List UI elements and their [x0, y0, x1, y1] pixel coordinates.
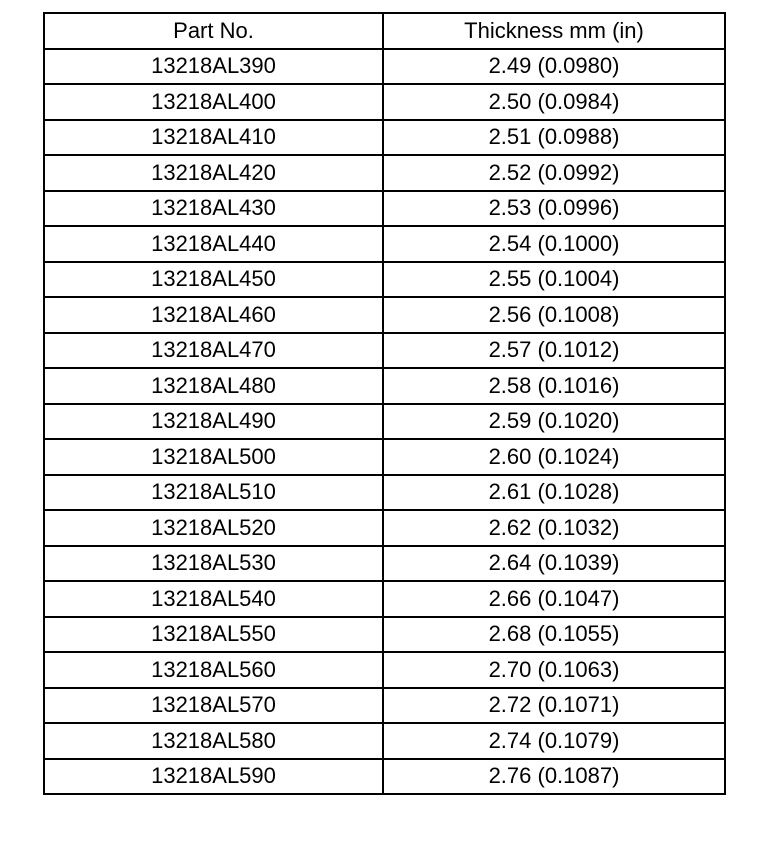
thickness-cell: 2.54 (0.1000) [383, 226, 725, 262]
thickness-cell: 2.62 (0.1032) [383, 510, 725, 546]
thickness-cell: 2.66 (0.1047) [383, 581, 725, 617]
table-row [44, 617, 725, 653]
header-thickness: Thickness mm (in) [383, 13, 725, 49]
thickness-cell: 2.52 (0.0992) [383, 155, 725, 191]
part-number-cell: 13218AL530 [44, 546, 383, 582]
thickness-cell: 2.68 (0.1055) [383, 617, 725, 653]
table-row [44, 652, 725, 688]
table-header-row [44, 13, 725, 49]
table-row [44, 155, 725, 191]
table-row [44, 333, 725, 369]
part-number-cell: 13218AL430 [44, 191, 383, 227]
thickness-cell: 2.55 (0.1004) [383, 262, 725, 298]
table-row [44, 84, 725, 120]
part-number-cell: 13218AL570 [44, 688, 383, 724]
part-thickness-table [43, 12, 726, 795]
table-row [44, 439, 725, 475]
part-number-cell: 13218AL440 [44, 226, 383, 262]
part-number-cell: 13218AL470 [44, 333, 383, 369]
table-row [44, 120, 725, 156]
part-number-cell: 13218AL390 [44, 49, 383, 85]
part-number-cell: 13218AL420 [44, 155, 383, 191]
thickness-cell: 2.61 (0.1028) [383, 475, 725, 511]
thickness-cell: 2.50 (0.0984) [383, 84, 725, 120]
thickness-cell: 2.70 (0.1063) [383, 652, 725, 688]
thickness-cell: 2.58 (0.1016) [383, 368, 725, 404]
table-row [44, 510, 725, 546]
thickness-cell: 2.51 (0.0988) [383, 120, 725, 156]
part-number-cell: 13218AL580 [44, 723, 383, 759]
table-row [44, 688, 725, 724]
table-body [44, 49, 725, 795]
table-row [44, 191, 725, 227]
thickness-cell: 2.76 (0.1087) [383, 759, 725, 795]
part-number-cell: 13218AL450 [44, 262, 383, 298]
table-row [44, 297, 725, 333]
table-row [44, 368, 725, 404]
part-number-cell: 13218AL480 [44, 368, 383, 404]
table-row [44, 49, 725, 85]
thickness-cell: 2.57 (0.1012) [383, 333, 725, 369]
thickness-cell: 2.56 (0.1008) [383, 297, 725, 333]
part-number-cell: 13218AL500 [44, 439, 383, 475]
table-row [44, 475, 725, 511]
part-number-cell: 13218AL560 [44, 652, 383, 688]
table-row [44, 262, 725, 298]
part-number-cell: 13218AL510 [44, 475, 383, 511]
part-number-cell: 13218AL520 [44, 510, 383, 546]
header-part-no: Part No. [44, 13, 383, 49]
part-number-cell: 13218AL400 [44, 84, 383, 120]
table-row [44, 723, 725, 759]
part-number-cell: 13218AL590 [44, 759, 383, 795]
table-row [44, 226, 725, 262]
part-number-cell: 13218AL460 [44, 297, 383, 333]
part-number-cell: 13218AL410 [44, 120, 383, 156]
table-row [44, 581, 725, 617]
table-row [44, 546, 725, 582]
thickness-cell: 2.49 (0.0980) [383, 49, 725, 85]
thickness-cell: 2.64 (0.1039) [383, 546, 725, 582]
thickness-cell: 2.59 (0.1020) [383, 404, 725, 440]
thickness-cell: 2.74 (0.1079) [383, 723, 725, 759]
table-row [44, 404, 725, 440]
table-row [44, 759, 725, 795]
part-number-cell: 13218AL490 [44, 404, 383, 440]
thickness-cell: 2.72 (0.1071) [383, 688, 725, 724]
part-number-cell: 13218AL540 [44, 581, 383, 617]
thickness-cell: 2.60 (0.1024) [383, 439, 725, 475]
thickness-cell: 2.53 (0.0996) [383, 191, 725, 227]
part-number-cell: 13218AL550 [44, 617, 383, 653]
